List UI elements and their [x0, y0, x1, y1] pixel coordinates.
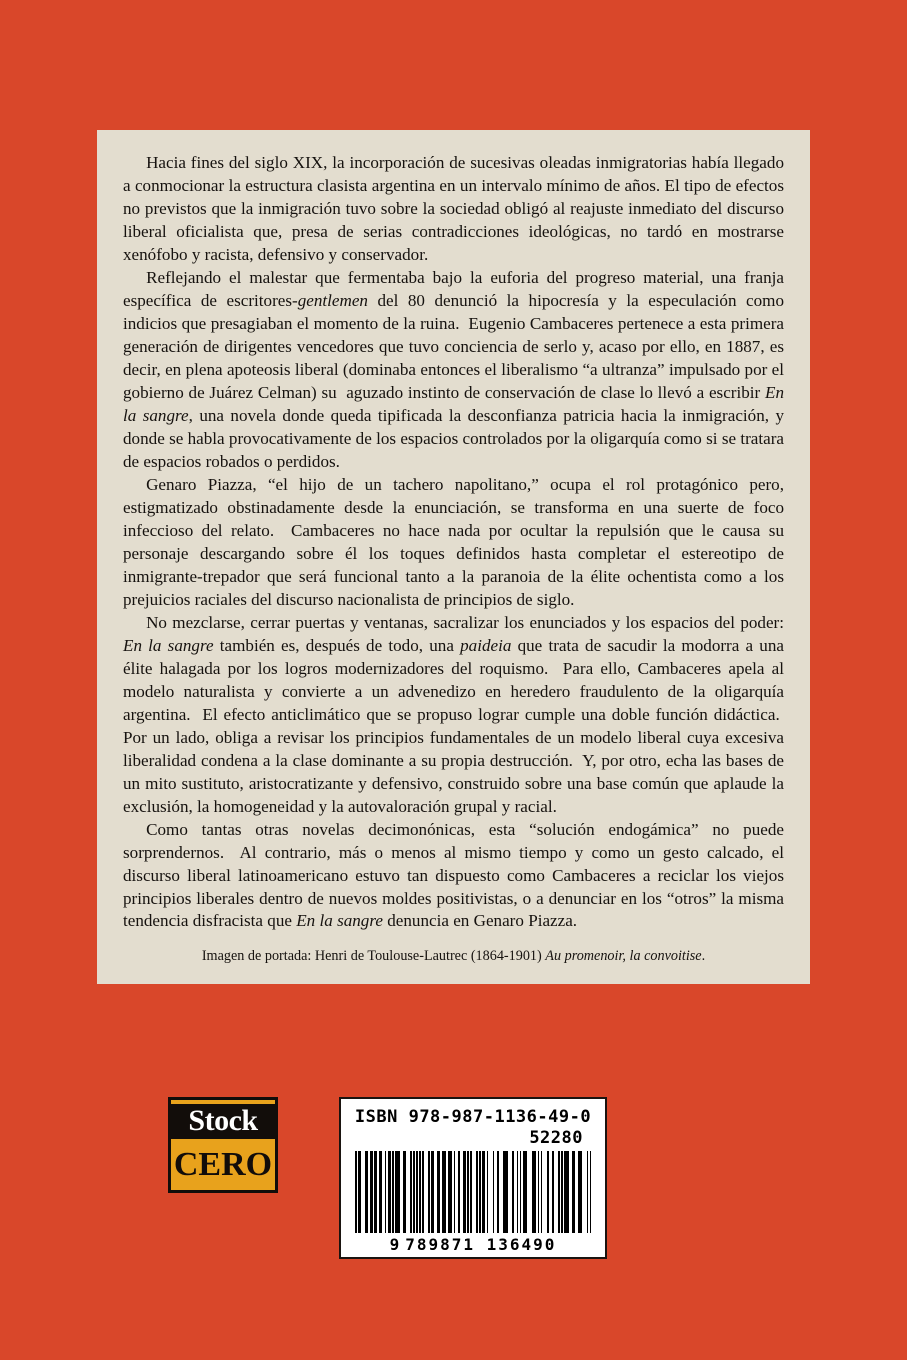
publisher-logo [168, 1097, 278, 1193]
publisher-logo-line2: CERO [173, 1146, 273, 1183]
cover-image-credit [123, 947, 784, 965]
barcode-bars [355, 1151, 591, 1233]
price-code: 52280 [529, 1128, 583, 1148]
ean-digits-row [349, 1235, 597, 1254]
cover-credit-prefix: Imagen de portada: Henri de Toulouse-Lautrec (1864-1901) [201, 948, 546, 965]
blurb-paragraph-5: Como tantas otras novelas decimonónicas, esta “solución endogámica” no puede sorprendernos. Al contrario, más o menos al mismo tiempo y como un gesto calcado, el discurso liberal latinoamericano estuvo tan dispuesto como Cambaceres a reciclar los viejos principios liberales dentro de nuevos moldes positivistas, o a denunciar en los “otros” la misma tendencia disfracista que En la sangre denuncia en Genaro Piazza. [123, 819, 784, 931]
cover-credit-title: Au promenoir, la convoitise [545, 948, 702, 965]
blurb-paragraph-3: Genaro Piazza, “el hijo de un tachero napolitano,” ocupa el rol protagónico pero, estigmatizado obstinadamente desde la enunciación, se transforma en una suerte de foco infeccioso del relato. Cambaceres no hace nada por ocultar la repulsión que le causa su personaje descargando sobre él los toques definidos hasta completar el estereotipo de inmigrante-trepador que será funcional tanto a la paranoia de la élite ochentista como a los prejuicios raciales del discurso nacionalista de principios de siglo. [123, 474, 784, 609]
isbn-label: ISBN 978-987-1136-49-0 [354, 1107, 592, 1127]
ean-lead-digit: 9 [389, 1235, 400, 1254]
blurb-paragraph-2: Reflejando el malestar que fermentaba bajo la euforia del progreso material, una franja específica de escritores-gentlemen del 80 denunció la hipocresía y la especulación como indicios que presagiaban el momento de la ruina. Eugenio Cambaceres pertenece a esta primera generación de dirigentes vencedores que tuvo conciencia de serlo y, acaso por ello, en 1887, es decir, en plena apoteosis liberal (dominaba entonces el liberalismo “a ultranza” impulsado por el gobierno de Juárez Celman) su aguzado instinto de conservación de clase lo llevó a escribir En la sangre, una novela donde queda tipificada la desconfianza patricia hacia la inmigración, y donde se habla provocativamente de los espacios controlados por la oligarquía como si se tratara de espacios robados o perdidos. [123, 267, 785, 471]
barcode-block [339, 1097, 607, 1259]
blurb-panel [97, 130, 810, 984]
ean-digits: 789871 136490 [405, 1235, 557, 1254]
blurb-paragraph-1: Hacia fines del siglo XIX, la incorporación de sucesivas oleadas inmigratorias había llegado a conmocionar la estructura clasista argentina en un intervalo mínimo de años. El tipo de efectos no previstos que la inmigración tuvo sobre la sociedad obligó al reajuste inmediato del discurso liberal oficialista que, presa de serias contradicciones ideológicas, no tardó en mostrarse xenófobo y racista, defensivo y conservador. [123, 153, 784, 264]
publisher-logo-line1: Stock [171, 1104, 275, 1139]
blurb-paragraph-4: No mezclarse, cerrar puertas y ventanas, sacralizar los enunciados y los espacios del poder: En la sangre también es, después de todo, una paideia que trata de sacudir la modorra a una élite halagada por los logros modernizadores del roquismo. Para ello, Cambaceres apela al modelo naturalista y convierte a un advenedizo en heredero fraudulento de la oligarquía argentina. El efecto anticlimático que se propuso lograr cumple una doble función didáctica. Por un lado, obliga a revisar los principios fundamentales de un modelo liberal cuya excesiva liberalidad condena a la clase dominante a su propia destrucción. Y, por otro, echa las bases de un mito sustituto, aristocratizante y defensivo, construido sobre una base común que aplaude la exclusión, la homogeneidad y la autovaloración grupal y racial. [123, 612, 784, 816]
cover-credit-suffix: . [701, 948, 706, 965]
